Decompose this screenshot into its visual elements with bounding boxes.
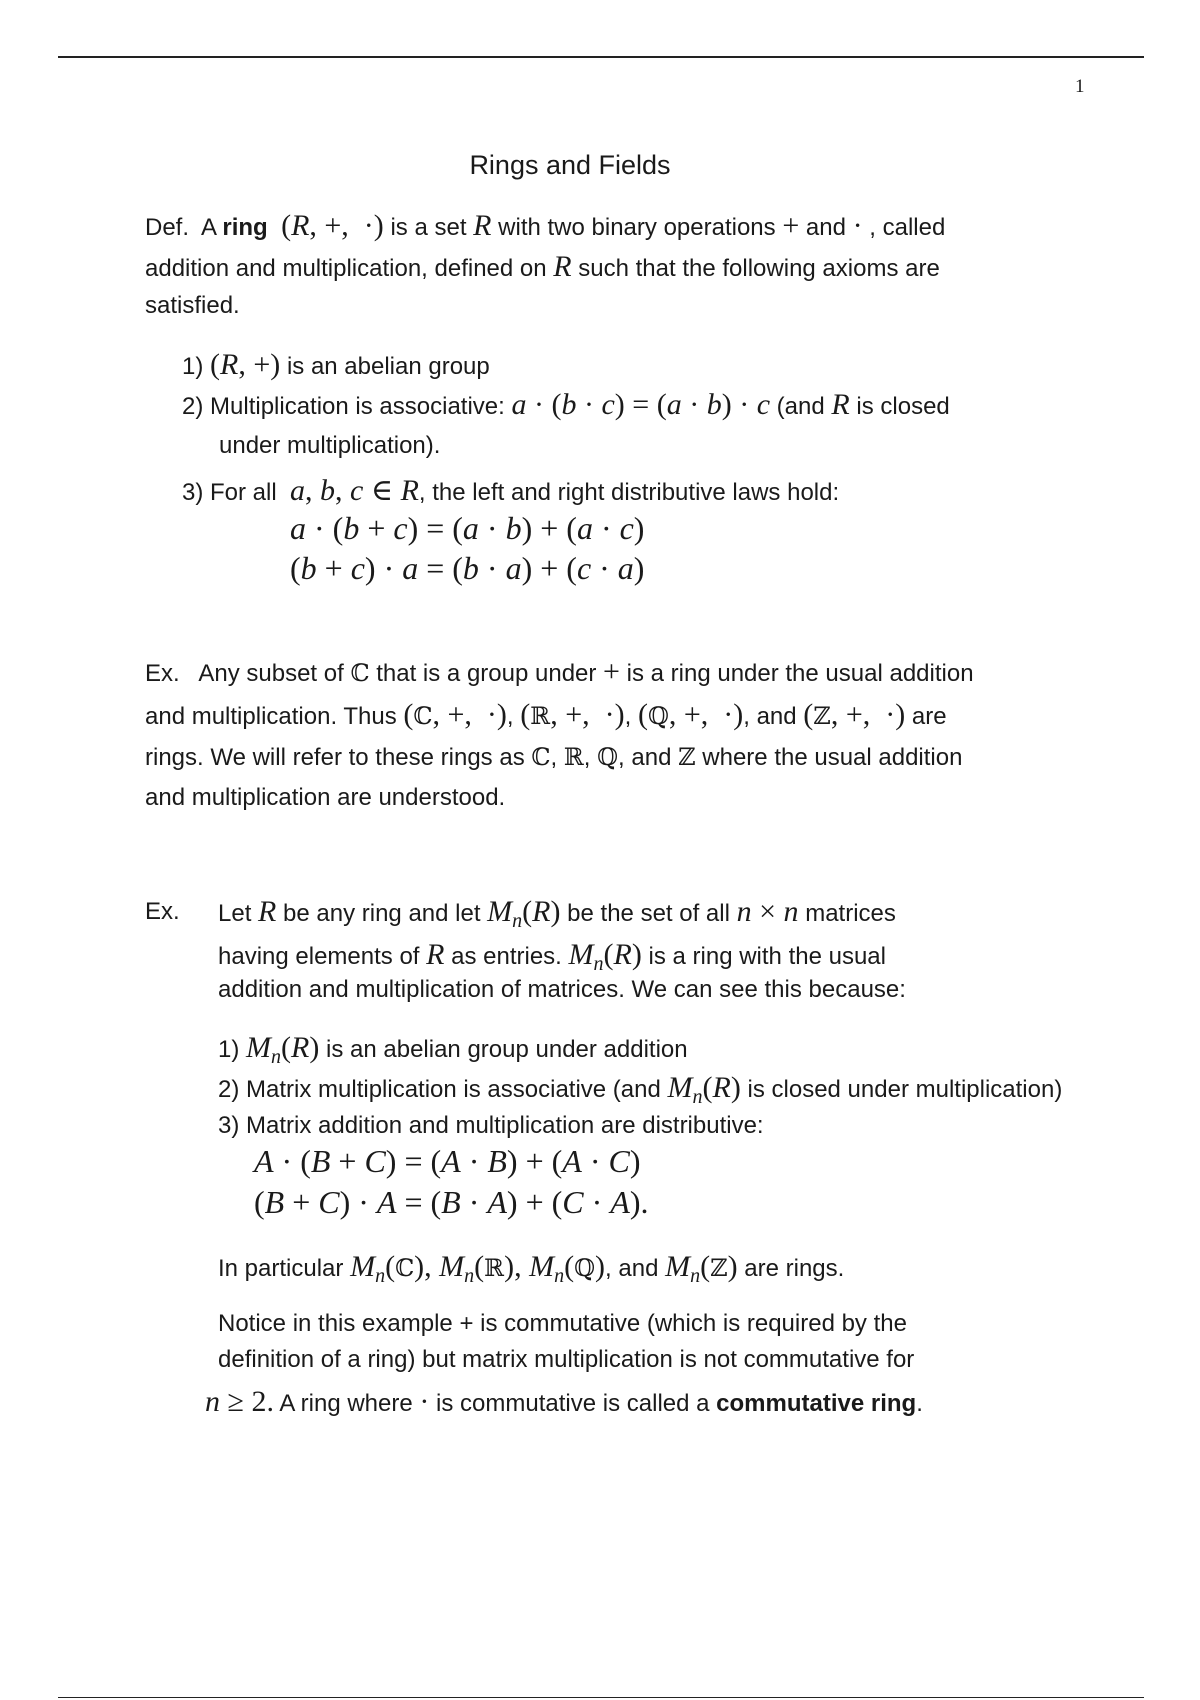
definition-line-2: addition and multiplication, defined on R such that the following axioms are: [145, 250, 940, 283]
definition-label: Def.: [145, 214, 190, 241]
matrix-property-2: 2) Matrix multiplication is associative (and $M_n(R)$ is closed under multiplication): [218, 1071, 1063, 1108]
example-1-label: Ex.: [145, 660, 180, 687]
footer-rule: [58, 1697, 1144, 1698]
definition-line-3: satisfied.: [145, 292, 240, 319]
example-1-line-3: rings. We will refer to these rings as ℂ, ℝ, ℚ, and ℤ where the usual addition: [145, 743, 963, 771]
example-1-line-1: Ex. Any subset of ℂ that is a group under + is a ring under the usual addition: [145, 655, 974, 688]
axiom-2-cont: under multiplication).: [219, 432, 441, 459]
matrix-right-distributive: (B + C) · A = (B · A) + (C · A).: [254, 1184, 649, 1220]
example-2-label: Ex.: [145, 898, 180, 925]
particular-rings-line: In particular $M_n(ℂ)$, $M_n(ℝ)$, $M_n(ℚ)$, and $M_n(ℤ)$ are rings.: [218, 1250, 845, 1287]
matrix-left-distributive: A · (B + C) = (A · B) + (A · C): [254, 1143, 641, 1179]
notice-line-1: Notice in this example + is commutative (which is required by the: [218, 1310, 907, 1337]
header-rule: [58, 56, 1144, 58]
right-distributive-law: (b + c) · a = (b · a) + (c · a): [290, 550, 645, 586]
axiom-2: 2) Multiplication is associative: a · (b · c) = (a · b) · c (and R is closed: [182, 388, 950, 421]
axiom-1: 1) (R, +) is an abelian group: [182, 348, 490, 381]
notice-line-3: n ≥ 2. A ring where · is commutative is called a commutative ring.: [205, 1385, 923, 1418]
example-2-line-2: having elements of R as entries. $M_n(R)$ is a ring with the usual: [218, 938, 886, 975]
example-2-line-1: Let R be any ring and let $M_n(R)$ be the set of all n × n matrices: [218, 895, 896, 932]
commutative-ring-term: commutative ring: [716, 1390, 917, 1417]
example-1-line-4: and multiplication are understood.: [145, 784, 506, 811]
example-1-line-2: and multiplication. Thus (ℂ, +, ·), (ℝ, +, ·), (ℚ, +, ·), and (ℤ, +, ·) are: [145, 698, 947, 731]
left-distributive-law: a · (b + c) = (a · b) + (a · c): [290, 510, 645, 546]
matrix-property-3: 3) Matrix addition and multiplication are distributive:: [218, 1112, 764, 1139]
matrix-property-1: 1) $M_n(R)$ is an abelian group under addition: [218, 1031, 688, 1068]
notice-line-2: definition of a ring) but matrix multiplication is not commutative for: [218, 1346, 915, 1373]
example-2-line-3: addition and multiplication of matrices. We can see this because:: [218, 976, 906, 1003]
axiom-3: 3) For all a, b, c ∈ R, the left and right distributive laws hold:: [182, 474, 840, 507]
definition-line-1: Def. A ring (R, +, ·) is a set R with two binary operations + and · , called: [145, 209, 946, 242]
page-title: Rings and Fields: [469, 150, 671, 180]
page-number: 1: [1075, 76, 1085, 97]
